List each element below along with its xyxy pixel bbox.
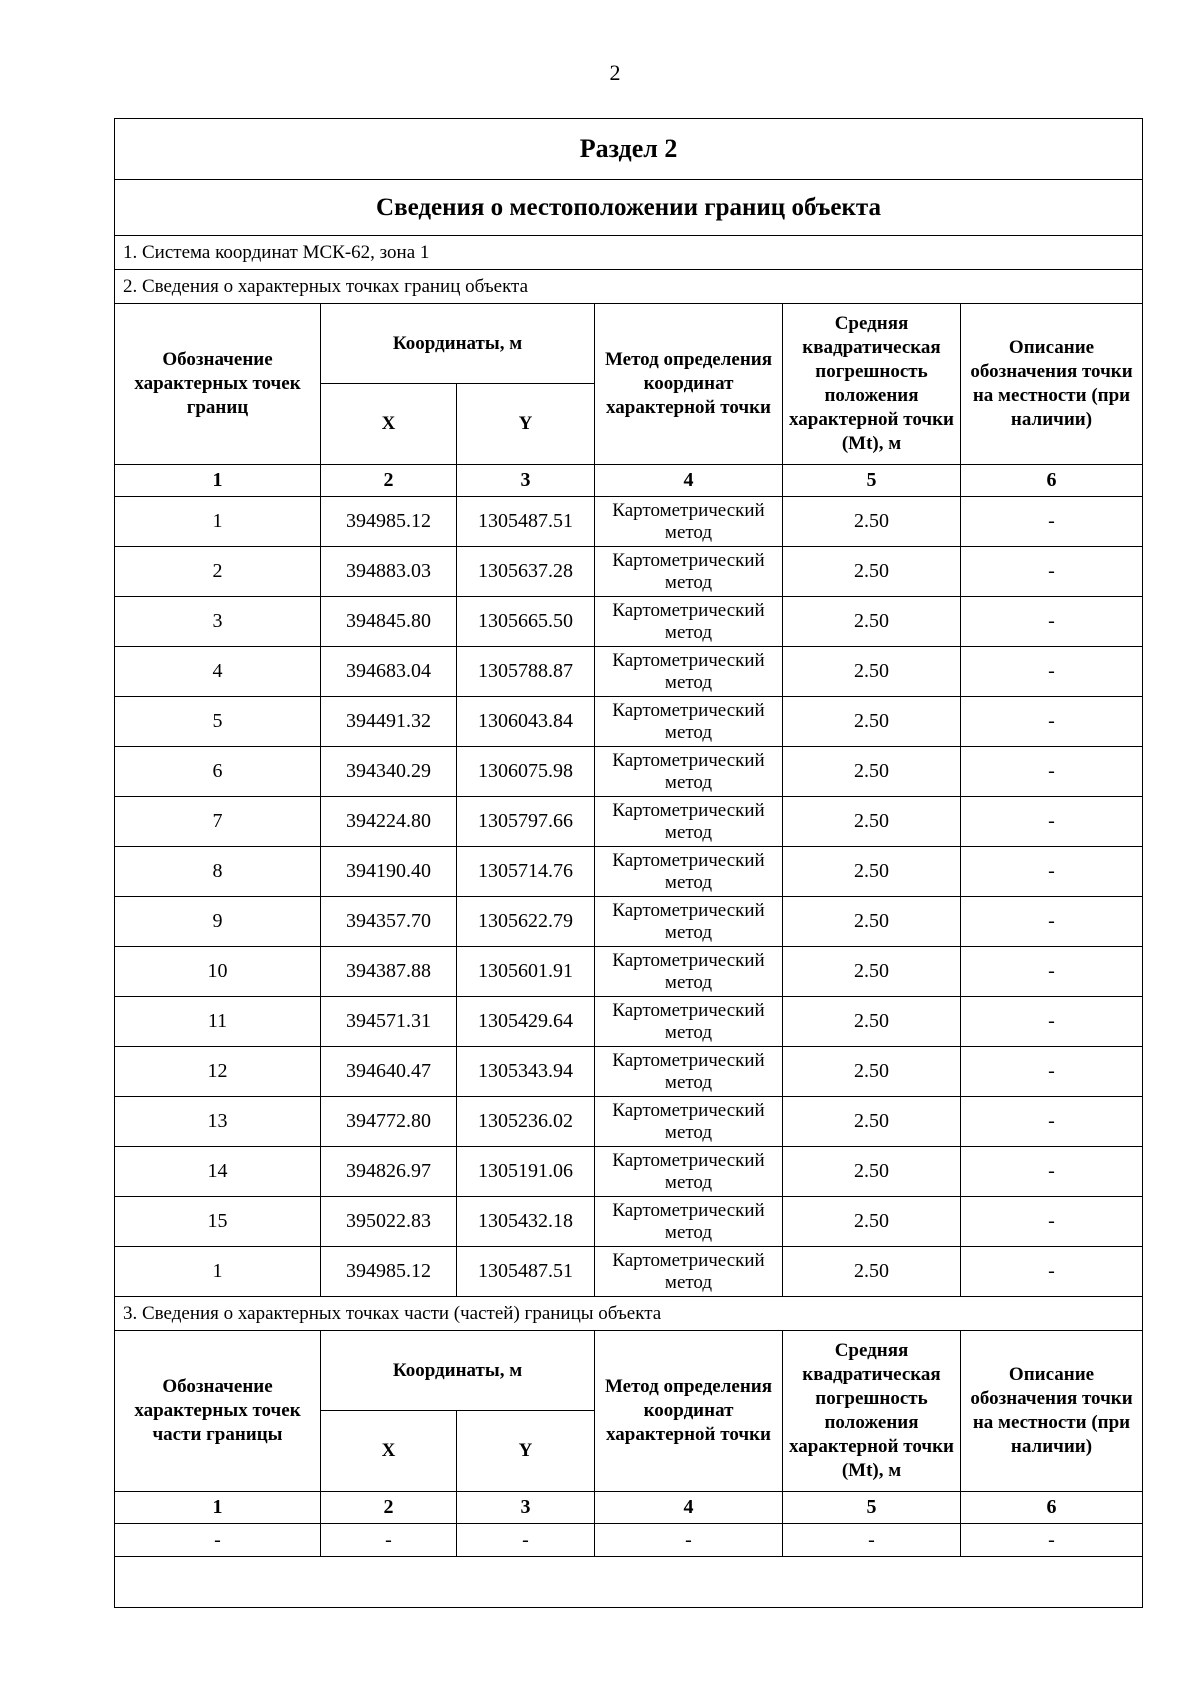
point-number: 5 bbox=[115, 697, 321, 747]
mean-error-cell: 2.50 bbox=[783, 997, 961, 1047]
method-cell: Картометрический метод bbox=[595, 597, 783, 647]
point-number: 15 bbox=[115, 1197, 321, 1247]
mean-error-cell: 2.50 bbox=[783, 497, 961, 547]
table-row bbox=[115, 797, 1143, 847]
empty-cell: - bbox=[595, 1524, 783, 1557]
mean-error-cell: 2.50 bbox=[783, 1147, 961, 1197]
table-row bbox=[115, 747, 1143, 797]
mean-error-cell: 2.50 bbox=[783, 1247, 961, 1297]
point-number: 8 bbox=[115, 847, 321, 897]
y-coordinate: 1305191.06 bbox=[457, 1147, 595, 1197]
description-cell: - bbox=[961, 997, 1143, 1047]
method-cell: Картометрический метод bbox=[595, 947, 783, 997]
y-coordinate: 1305487.51 bbox=[457, 1247, 595, 1297]
y-coordinate: 1305487.51 bbox=[457, 497, 595, 547]
x-coordinate: 394683.04 bbox=[321, 647, 457, 697]
blank-row bbox=[115, 1557, 1143, 1608]
header-mean-error: Средняя квадратическая погрешность положения характерной точки (Mt), м bbox=[783, 304, 961, 465]
table-row bbox=[115, 597, 1143, 647]
table-row bbox=[115, 1524, 1143, 1557]
empty-cell: - bbox=[321, 1524, 457, 1557]
method-cell: Картометрический метод bbox=[595, 497, 783, 547]
x-coordinate: 394985.12 bbox=[321, 497, 457, 547]
table-row bbox=[115, 647, 1143, 697]
table-row bbox=[115, 497, 1143, 547]
point-number: 6 bbox=[115, 747, 321, 797]
method-cell: Картометрический метод bbox=[595, 697, 783, 747]
header-y: Y bbox=[457, 1411, 595, 1492]
part2-title: 2. Сведения о характерных точках границ объекта bbox=[115, 270, 1143, 304]
header-method: Метод определения координат характерной точки bbox=[595, 304, 783, 465]
empty-cell: - bbox=[115, 1524, 321, 1557]
column-number: 1 bbox=[115, 465, 321, 497]
point-number: 4 bbox=[115, 647, 321, 697]
mean-error-cell: 2.50 bbox=[783, 1047, 961, 1097]
x-coordinate: 394491.32 bbox=[321, 697, 457, 747]
table-row bbox=[115, 1097, 1143, 1147]
table-row bbox=[115, 897, 1143, 947]
point-number: 7 bbox=[115, 797, 321, 847]
column-number: 2 bbox=[321, 1492, 457, 1524]
mean-error-cell: 2.50 bbox=[783, 747, 961, 797]
description-cell: - bbox=[961, 1247, 1143, 1297]
column-number: 1 bbox=[115, 1492, 321, 1524]
x-coordinate: 394845.80 bbox=[321, 597, 457, 647]
y-coordinate: 1305429.64 bbox=[457, 997, 595, 1047]
y-coordinate: 1306043.84 bbox=[457, 697, 595, 747]
method-cell: Картометрический метод bbox=[595, 997, 783, 1047]
y-coordinate: 1305601.91 bbox=[457, 947, 595, 997]
header-x: X bbox=[321, 1411, 457, 1492]
y-coordinate: 1305236.02 bbox=[457, 1097, 595, 1147]
coordinate-system: 1. Система координат МСК-62, зона 1 bbox=[115, 236, 1143, 270]
header-y: Y bbox=[457, 384, 595, 465]
page-number: 2 bbox=[609, 60, 621, 85]
description-cell: - bbox=[961, 847, 1143, 897]
column-number: 6 bbox=[961, 465, 1143, 497]
x-coordinate: 394826.97 bbox=[321, 1147, 457, 1197]
section-subtitle: Сведения о местоположении границ объекта bbox=[115, 180, 1143, 236]
y-coordinate: 1305637.28 bbox=[457, 547, 595, 597]
column-number: 4 bbox=[595, 1492, 783, 1524]
description-cell: - bbox=[961, 1097, 1143, 1147]
header-coordinates: Координаты, м bbox=[321, 1331, 595, 1411]
description-cell: - bbox=[961, 947, 1143, 997]
point-number: 9 bbox=[115, 897, 321, 947]
mean-error-cell: 2.50 bbox=[783, 947, 961, 997]
table-row bbox=[115, 997, 1143, 1047]
empty-cell: - bbox=[961, 1524, 1143, 1557]
header-description: Описание обозначения точки на местности (при наличии) bbox=[961, 1331, 1143, 1492]
x-coordinate: 394640.47 bbox=[321, 1047, 457, 1097]
table-row bbox=[115, 847, 1143, 897]
empty-cell: - bbox=[783, 1524, 961, 1557]
point-number: 13 bbox=[115, 1097, 321, 1147]
method-cell: Картометрический метод bbox=[595, 847, 783, 897]
empty-cell: - bbox=[457, 1524, 595, 1557]
y-coordinate: 1305788.87 bbox=[457, 647, 595, 697]
x-coordinate: 394340.29 bbox=[321, 747, 457, 797]
y-coordinate: 1305665.50 bbox=[457, 597, 595, 647]
header-method: Метод определения координат характерной точки bbox=[595, 1331, 783, 1492]
method-cell: Картометрический метод bbox=[595, 647, 783, 697]
method-cell: Картометрический метод bbox=[595, 897, 783, 947]
x-coordinate: 394772.80 bbox=[321, 1097, 457, 1147]
mean-error-cell: 2.50 bbox=[783, 597, 961, 647]
point-number: 1 bbox=[115, 1247, 321, 1297]
point-number: 3 bbox=[115, 597, 321, 647]
x-coordinate: 394985.12 bbox=[321, 1247, 457, 1297]
header-mean-error: Средняя квадратическая погрешность положения характерной точки (Mt), м bbox=[783, 1331, 961, 1492]
method-cell: Картометрический метод bbox=[595, 547, 783, 597]
method-cell: Картометрический метод bbox=[595, 1147, 783, 1197]
x-coordinate: 394883.03 bbox=[321, 547, 457, 597]
section-title: Раздел 2 bbox=[115, 119, 1143, 180]
method-cell: Картометрический метод bbox=[595, 1197, 783, 1247]
method-cell: Картометрический метод bbox=[595, 1097, 783, 1147]
mean-error-cell: 2.50 bbox=[783, 1097, 961, 1147]
description-cell: - bbox=[961, 1197, 1143, 1247]
method-cell: Картометрический метод bbox=[595, 1247, 783, 1297]
table-row bbox=[115, 947, 1143, 997]
table-row bbox=[115, 1047, 1143, 1097]
x-coordinate: 394357.70 bbox=[321, 897, 457, 947]
mean-error-cell: 2.50 bbox=[783, 647, 961, 697]
description-cell: - bbox=[961, 697, 1143, 747]
point-number: 1 bbox=[115, 497, 321, 547]
mean-error-cell: 2.50 bbox=[783, 697, 961, 747]
table-row bbox=[115, 1247, 1143, 1297]
description-cell: - bbox=[961, 497, 1143, 547]
description-cell: - bbox=[961, 647, 1143, 697]
method-cell: Картометрический метод bbox=[595, 747, 783, 797]
header-part-point-designation: Обозначение характерных точек части границы bbox=[115, 1331, 321, 1492]
method-cell: Картометрический метод bbox=[595, 797, 783, 847]
method-cell: Картометрический метод bbox=[595, 1047, 783, 1097]
boundary-table bbox=[114, 118, 1143, 1608]
description-cell: - bbox=[961, 747, 1143, 797]
column-number: 3 bbox=[457, 1492, 595, 1524]
x-coordinate: 394571.31 bbox=[321, 997, 457, 1047]
table-row bbox=[115, 1147, 1143, 1197]
point-number: 11 bbox=[115, 997, 321, 1047]
column-number: 4 bbox=[595, 465, 783, 497]
table-row bbox=[115, 547, 1143, 597]
x-coordinate: 394224.80 bbox=[321, 797, 457, 847]
x-coordinate: 395022.83 bbox=[321, 1197, 457, 1247]
x-coordinate: 394190.40 bbox=[321, 847, 457, 897]
y-coordinate: 1306075.98 bbox=[457, 747, 595, 797]
point-number: 2 bbox=[115, 547, 321, 597]
header-x: X bbox=[321, 384, 457, 465]
column-number: 5 bbox=[783, 465, 961, 497]
column-number: 5 bbox=[783, 1492, 961, 1524]
y-coordinate: 1305432.18 bbox=[457, 1197, 595, 1247]
part3-title: 3. Сведения о характерных точках части (частей) границы объекта bbox=[115, 1297, 1143, 1331]
header-point-designation: Обозначение характерных точек границ bbox=[115, 304, 321, 465]
point-number: 12 bbox=[115, 1047, 321, 1097]
y-coordinate: 1305797.66 bbox=[457, 797, 595, 847]
mean-error-cell: 2.50 bbox=[783, 797, 961, 847]
y-coordinate: 1305714.76 bbox=[457, 847, 595, 897]
description-cell: - bbox=[961, 897, 1143, 947]
description-cell: - bbox=[961, 1147, 1143, 1197]
description-cell: - bbox=[961, 597, 1143, 647]
mean-error-cell: 2.50 bbox=[783, 547, 961, 597]
table-row bbox=[115, 1197, 1143, 1247]
y-coordinate: 1305622.79 bbox=[457, 897, 595, 947]
x-coordinate: 394387.88 bbox=[321, 947, 457, 997]
point-number: 14 bbox=[115, 1147, 321, 1197]
mean-error-cell: 2.50 bbox=[783, 1197, 961, 1247]
mean-error-cell: 2.50 bbox=[783, 897, 961, 947]
header-coordinates: Координаты, м bbox=[321, 304, 595, 384]
header-description: Описание обозначения точки на местности (при наличии) bbox=[961, 304, 1143, 465]
mean-error-cell: 2.50 bbox=[783, 847, 961, 897]
column-number: 3 bbox=[457, 465, 595, 497]
point-number: 10 bbox=[115, 947, 321, 997]
table-row bbox=[115, 697, 1143, 747]
description-cell: - bbox=[961, 797, 1143, 847]
column-number: 2 bbox=[321, 465, 457, 497]
description-cell: - bbox=[961, 547, 1143, 597]
y-coordinate: 1305343.94 bbox=[457, 1047, 595, 1097]
column-number: 6 bbox=[961, 1492, 1143, 1524]
description-cell: - bbox=[961, 1047, 1143, 1097]
